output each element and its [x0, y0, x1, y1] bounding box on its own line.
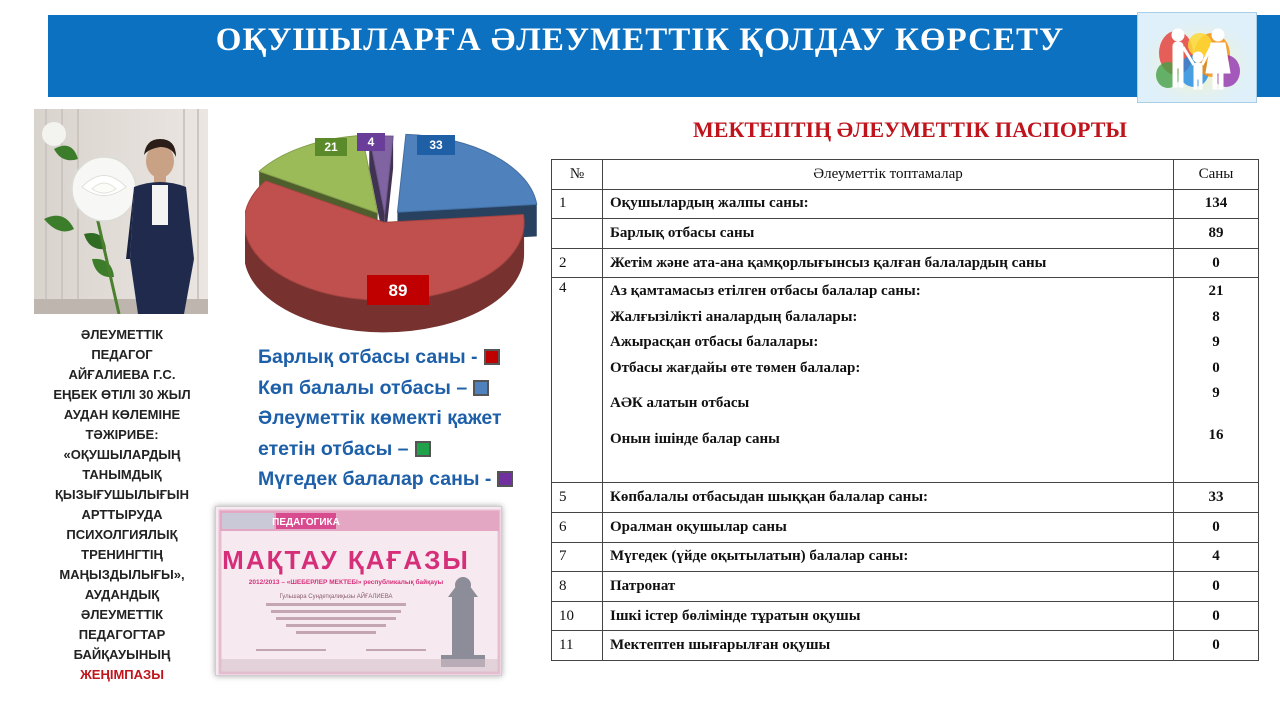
pie-data-label: 21 [324, 140, 338, 154]
legend-item-label: Барлық отбасы саны - [258, 346, 478, 368]
teacher-description-line: ПЕДАГОГ [91, 347, 153, 362]
teacher-description-line: ӘЛЕУМЕТТІК [80, 327, 164, 342]
legend-swatch [497, 471, 513, 487]
legend-item-label: Көп балалы отбасы – [258, 376, 468, 399]
teacher-photo [34, 109, 208, 314]
table-row [552, 572, 1259, 602]
teacher-description-line: АЙҒАЛИЕВА Г.С. [68, 367, 176, 382]
table-row [552, 601, 1259, 631]
table-cell-num: 10 [552, 601, 603, 631]
table-row [552, 631, 1259, 661]
teacher-description-line: БАЙҚАУЫНЫҢ [73, 647, 171, 662]
table-cell-value-group [1174, 278, 1259, 483]
legend-item [258, 434, 558, 465]
legend-item [258, 342, 558, 373]
passport-table [551, 159, 1259, 661]
pie-svg [245, 125, 540, 350]
table-cell-value: 134 [1174, 189, 1259, 219]
pie-data-label: 33 [429, 138, 443, 152]
legend-swatch [415, 441, 431, 457]
table-cell-label-group [603, 278, 1174, 483]
legend-item-label: Мүгедек балалар саны - [258, 468, 492, 490]
table-cell-value: 4 [1174, 542, 1259, 572]
table-cell-num: 2 [552, 248, 603, 278]
table-cell-num: 11 [552, 631, 603, 661]
legend-swatch [484, 349, 500, 365]
table-cell-value: 0 [1174, 601, 1259, 631]
table-cell-label: Мектептен шығарылған оқушы [603, 631, 1174, 661]
teacher-description-line: ҚЫЗЫҒУШЫЛЫҒЫН [54, 487, 190, 502]
table-row [552, 542, 1259, 572]
table-cell-label: Барлық отбасы саны [603, 219, 1174, 249]
teacher-description-line: АУДАН КӨЛЕМІНЕ [63, 407, 181, 422]
certificate-image [215, 506, 502, 676]
legend-item [258, 403, 558, 434]
table-cell-label: Ішкі істер бөлімінде тұратын оқушы [603, 601, 1174, 631]
teacher-description-line: ПЕДАГОГТАР [78, 627, 166, 642]
certificate-recipient: Гульшара Сундетқалиқызы АЙҒАЛИЕВА [279, 594, 393, 600]
pie-data-label: 4 [367, 135, 375, 149]
teacher-description-line: «ОҚУШЫЛАРДЫҢ [63, 447, 181, 462]
table-cell-num: 6 [552, 512, 603, 542]
legend-item-label: Әлеуметтік көмекті қажет [258, 407, 502, 429]
teacher-description [22, 325, 222, 685]
group-item-value: 0 [1212, 359, 1220, 376]
teacher-description-line: ПСИХОЛГИЯЛЫҚ [66, 527, 178, 542]
table-cell-num [552, 219, 603, 249]
group-item-value: 16 [1208, 426, 1224, 443]
table-row [552, 248, 1259, 278]
family-pie-chart [245, 125, 540, 350]
header-count: Саны [1174, 160, 1259, 190]
teacher-description-line: ТАНЫМДЫҚ [82, 467, 162, 482]
teacher-description-line: АРТТЫРУДА [81, 507, 163, 522]
table-cell-label: Патронат [603, 572, 1174, 602]
table-cell-label: Оқушылардың жалпы саны: [603, 189, 1174, 219]
group-item-label: Жалғызілікті аналардың балалары: [610, 308, 858, 325]
teacher-description-lines [22, 325, 222, 665]
table-row [552, 512, 1259, 542]
teacher-description-line: МАҢЫЗДЫЛЫҒЫ», [59, 567, 185, 582]
table-cell-num: 1 [552, 189, 603, 219]
table-cell-num: 7 [552, 542, 603, 572]
table-cell-num: 4 [552, 278, 603, 483]
winner-label: ЖЕҢІМПАЗЫ [80, 667, 164, 682]
header-number: № [552, 160, 603, 190]
teacher-description-line: ӘЛЕУМЕТТІК [80, 607, 164, 622]
table-row [552, 219, 1259, 249]
group-item-label: Отбасы жағдайы өте төмен балалар: [610, 359, 861, 376]
legend-item [258, 373, 558, 404]
table-cell-label: Мүгедек (үйде оқытылатын) балалар саны: [603, 542, 1174, 572]
table-cell-value: 0 [1174, 572, 1259, 602]
table-cell-num: 5 [552, 483, 603, 513]
table-cell-value: 0 [1174, 631, 1259, 661]
group-item-value: 9 [1212, 385, 1220, 402]
group-item-label: Аз қамтамасыз етілген отбасы балалар саны: [610, 283, 921, 300]
table-cell-label: Көпбалалы отбасыдан шыққан балалар саны: [603, 483, 1174, 513]
group-item-value: 9 [1212, 334, 1220, 351]
certificate-brand: ПЕДАГОГИКА [272, 517, 340, 528]
table-row-group [552, 278, 1259, 483]
pie-data-label: 89 [388, 281, 408, 300]
group-item-label: АӘК алатын отбасы [610, 395, 750, 412]
header-category: Әлеуметтік топтамалар [603, 160, 1174, 190]
table-cell-value: 0 [1174, 248, 1259, 278]
table-row [552, 483, 1259, 513]
certificate-subtitle: 2012/2013 – «ШЕБЕРЛЕР МЕКТЕБІ» республикалық байқауы [248, 579, 444, 586]
group-item-value: 21 [1208, 283, 1224, 300]
table-row [552, 189, 1259, 219]
teacher-description-line: АУДАНДЫҚ [84, 587, 160, 602]
table-cell-num: 8 [552, 572, 603, 602]
table-cell-label: Жетім және ата-ана қамқорлығынсыз қалған балалардың саны [603, 248, 1174, 278]
family-logo [1137, 12, 1257, 103]
table-cell-label: Оралман оқушылар саны [603, 512, 1174, 542]
table-cell-value: 33 [1174, 483, 1259, 513]
passport-title: МЕКТЕПТІҢ ӘЛЕУМЕТТІК ПАСПОРТЫ [693, 117, 1127, 142]
legend-item [258, 464, 558, 495]
legend-item-label: ететін отбасы – [258, 437, 409, 460]
table-header-row [552, 160, 1259, 190]
teacher-description-line: ТӘЖІРИБЕ: [85, 427, 159, 442]
group-item-label: Ажырасқан отбасы балалары: [610, 334, 819, 351]
group-item-value: 8 [1212, 308, 1220, 325]
table-cell-value: 0 [1174, 512, 1259, 542]
teacher-description-line: ЕҢБЕК ӨТІЛІ 30 ЖЫЛ [53, 387, 191, 402]
chart-legend [258, 342, 558, 495]
teacher-description-line: ТРЕНИНГТІҢ [81, 547, 163, 562]
group-item-label: Онын ішінде балар саны [610, 430, 780, 447]
table-cell-value: 89 [1174, 219, 1259, 249]
certificate-title: МАҚТАУ ҚАҒАЗЫ [222, 545, 470, 575]
page-title: ОҚУШЫЛАРҒА ӘЛЕУМЕТТІК ҚОЛДАУ КӨРСЕТУ [215, 22, 1065, 58]
legend-swatch [473, 380, 489, 396]
